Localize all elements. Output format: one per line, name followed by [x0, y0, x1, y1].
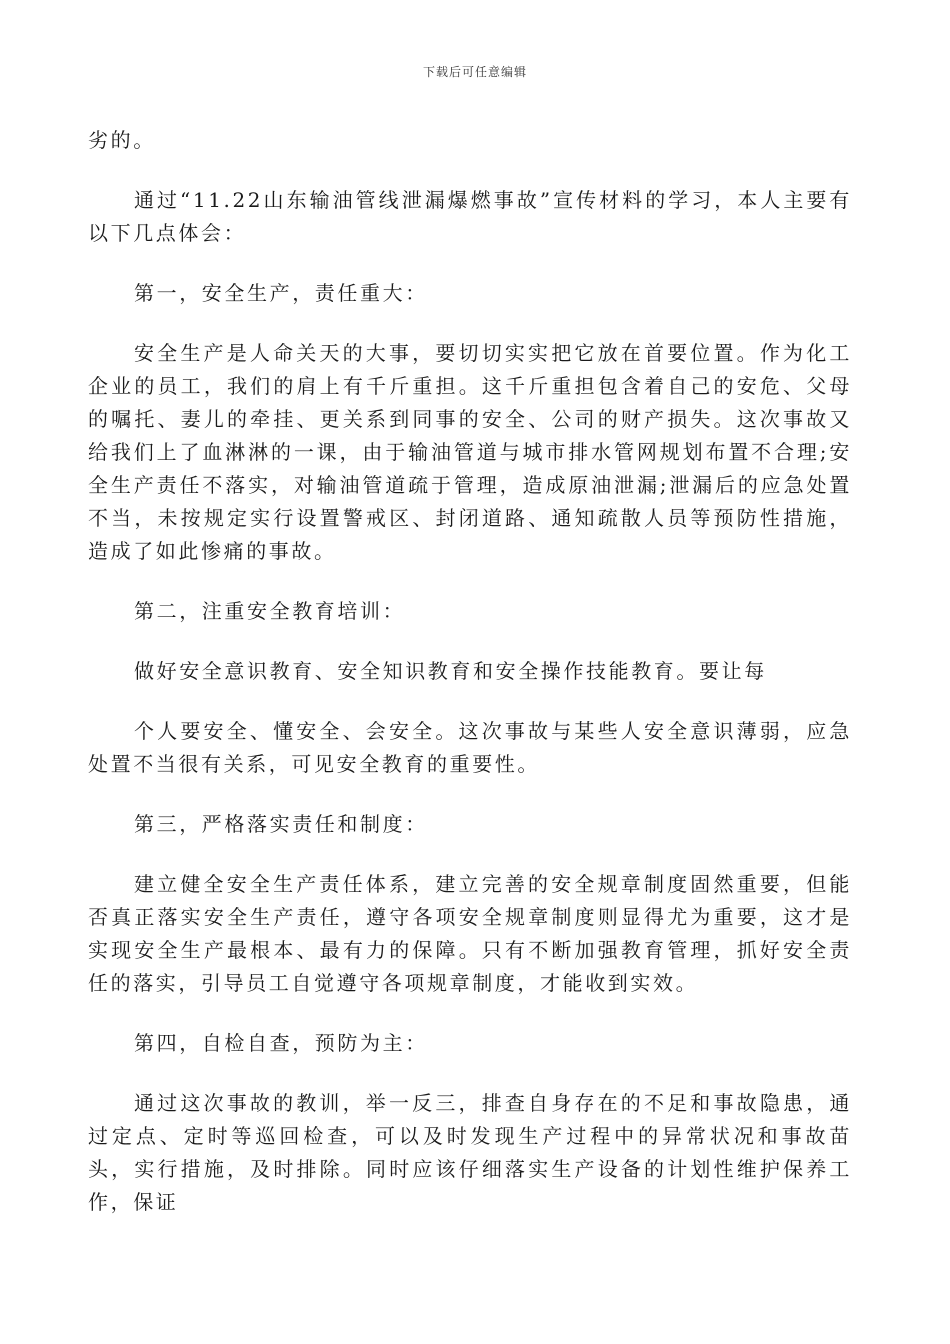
section-heading-1: 第一，安全生产，责任重大：	[134, 281, 428, 305]
section-heading-2: 第二，注重安全教育培训：	[134, 599, 406, 623]
paragraph-section-3: 建立健全安全生产责任体系，建立完善的安全规章制度固然重要，但能否真正落实安全生产责任，遵守各项安全规章制度则显得尤为重要，这才是实现安全生产最根本、最有力的保障。只有不断加强教育管理，抓好安全责任的落实，引导员工自觉遵守各项规章制度，才能收到实效。	[88, 872, 852, 995]
paragraph-section-4: 通过这次事故的教训，举一反三，排查自身存在的不足和事故隐患，通过定点、定时等巡回检查，可以及时发现生产过程中的异常状况和事故苗头，实行措施，及时排除。同时应该仔细落实生产设备的计划性维护保养工作，保证	[88, 1091, 852, 1214]
document-body	[88, 124, 852, 1219]
paragraph-section-2a: 做好安全意识教育、安全知识教育和安全操作技能教育。要让每	[134, 659, 767, 683]
section-heading-3: 第三，严格落实责任和制度：	[134, 812, 428, 836]
section-heading-4: 第四，自检自查，预防为主：	[134, 1031, 428, 1055]
paragraph-section-2b: 个人要安全、懂安全、会安全。这次事故与某些人安全意识薄弱，应急处置不当很有关系，可见安全教育的重要性。	[88, 719, 852, 776]
paragraph-section-1: 安全生产是人命关天的大事，要切切实实把它放在首要位置。作为化工企业的员工，我们的肩上有千斤重担。这千斤重担包含着自己的安危、父母的嘱托、妻儿的牵挂、更关系到同事的安全、公司的财产损失。这次事故又给我们上了血淋淋的一课，由于输油管道与城市排水管网规划布置不合理;安全生产责任不落实，对输油管道疏于管理，造成原油泄漏;泄漏后的应急处置不当，未按规定实行设置警戒区、封闭道路、通知疏散人员等预防性措施，造成了如此惨痛的事故。	[88, 341, 852, 563]
paragraph-intro: 通过“11.22山东输油管线泄漏爆燃事故”宣传材料的学习，本人主要有以下几点体会：	[88, 188, 852, 245]
paragraph-continuation: 劣的。	[88, 128, 156, 152]
page-header: 下载后可任意编辑	[422, 65, 527, 79]
